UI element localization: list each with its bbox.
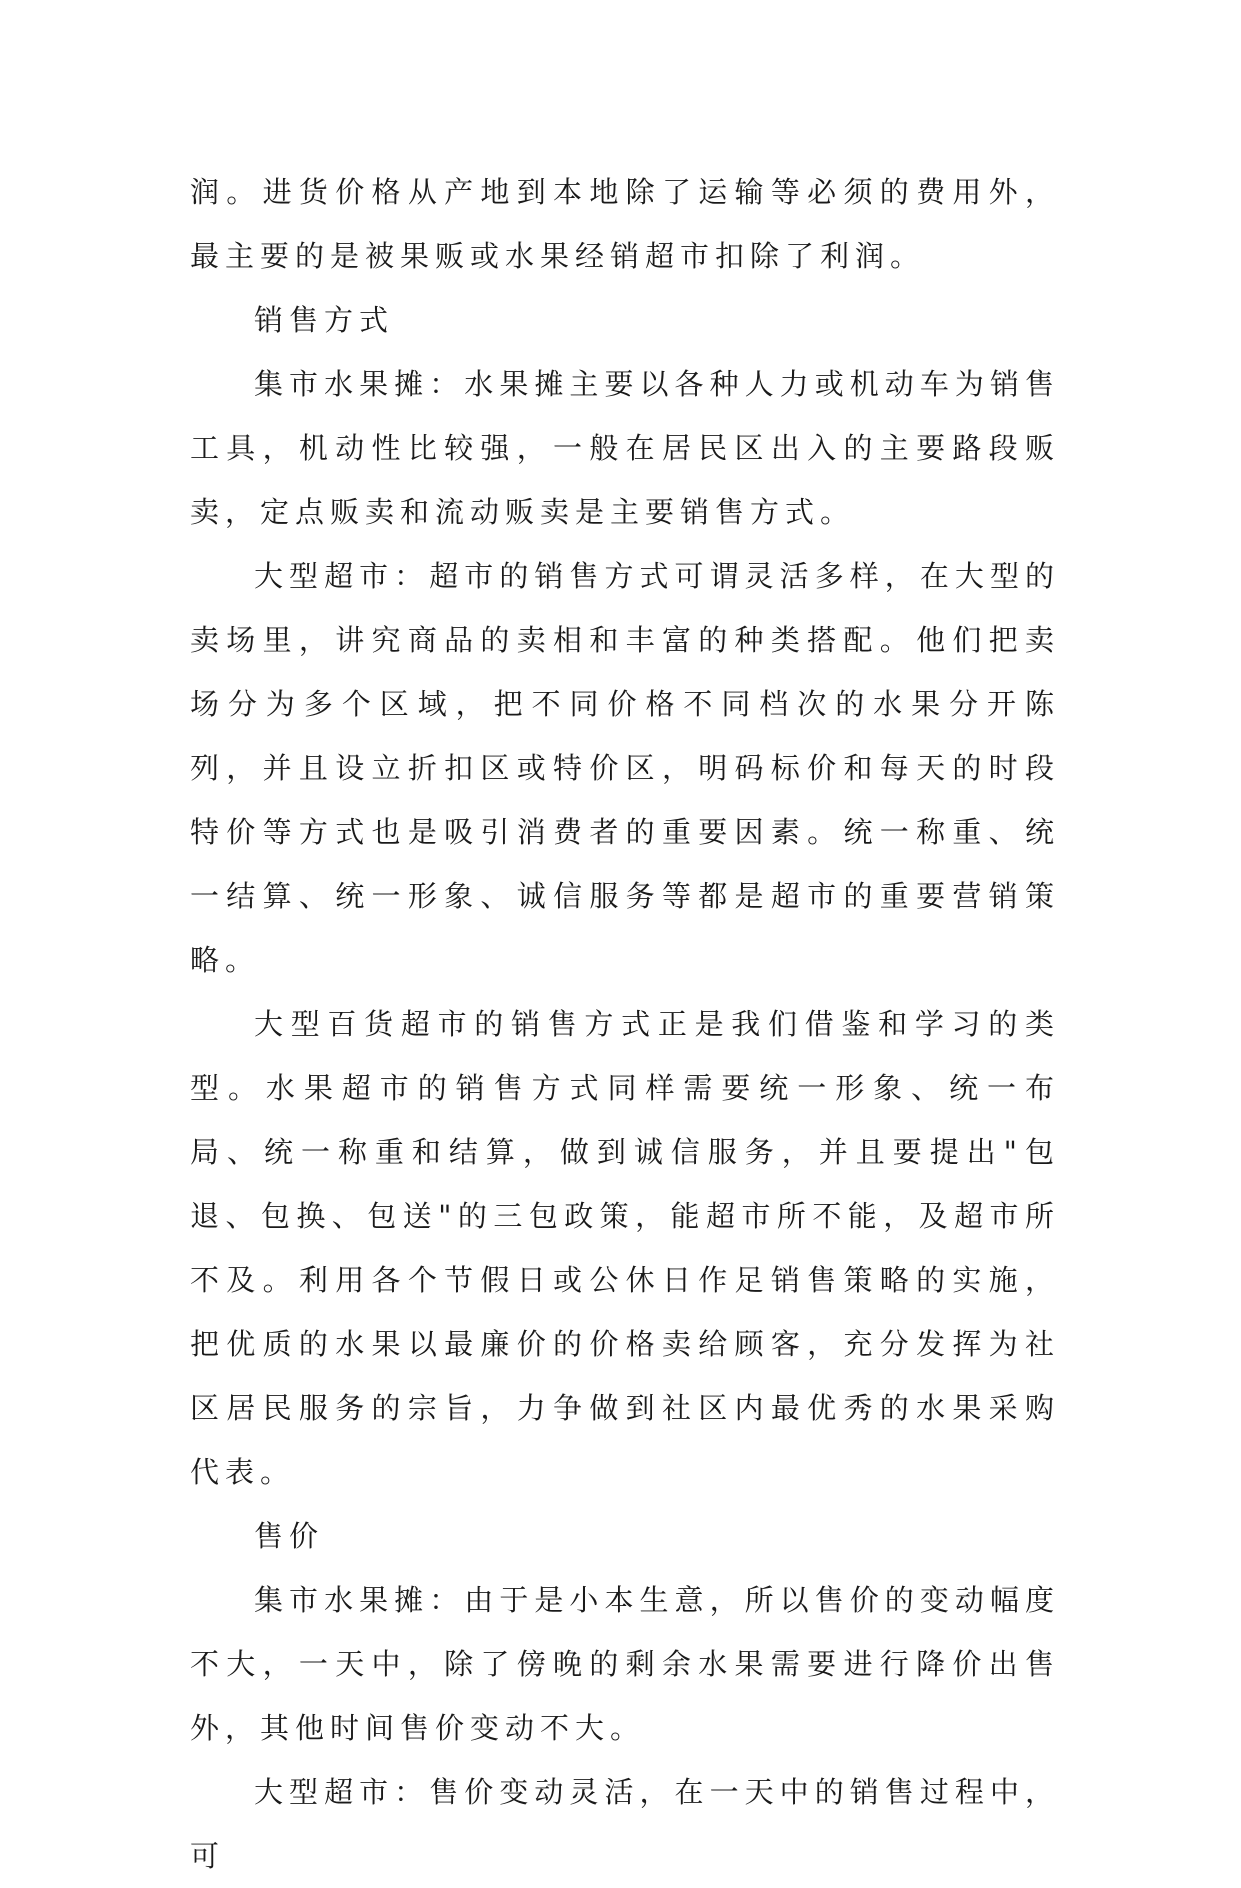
paragraph-supermarket-sales: 大型超市：超市的销售方式可谓灵活多样，在大型的卖场里，讲究商品的卖相和丰富的种类搭配。他们把卖场分为多个区域，把不同价格不同档次的水果分开陈列，并且设立折扣区或特价区，明码标价和每天的时段特价等方式也是吸引消费者的重要因素。统一称重、统一结算、统一形象、诚信服务等都是超市的重要营销策略。 [190,559,1060,977]
document-body [190,160,1060,1888]
section-heading-sales-method: 销售方式 [254,303,395,337]
paragraph-market-stall-sales: 集市水果摊：水果摊主要以各种人力或机动车为销售工具，机动性比较强，一般在居民区出入的主要路段贩卖，定点贩卖和流动贩卖是主要销售方式。 [190,367,1060,529]
paragraph-supermarket-price: 大型超市：售价变动灵活，在一天中的销售过程中，可 [190,1775,1060,1873]
section-heading-price: 售价 [254,1519,325,1553]
paragraph-market-stall-price: 集市水果摊：由于是小本生意，所以售价的变动幅度不大，一天中，除了傍晚的剩余水果需要进行降价出售外，其他时间售价变动不大。 [190,1583,1060,1745]
paragraph-profit-continuation: 润。进货价格从产地到本地除了运输等必须的费用外，最主要的是被果贩或水果经销超市扣除了利润。 [190,175,1060,273]
paragraph-department-store-sales: 大型百货超市的销售方式正是我们借鉴和学习的类型。水果超市的销售方式同样需要统一形象、统一布局、统一称重和结算，做到诚信服务，并且要提出"包退、包换、包送"的三包政策，能超市所不能，及超市所不及。利用各个节假日或公休日作足销售策略的实施，把优质的水果以最廉价的价格卖给顾客，充分发挥为社区居民服务的宗旨，力争做到社区内最优秀的水果采购代表。 [190,1007,1060,1489]
